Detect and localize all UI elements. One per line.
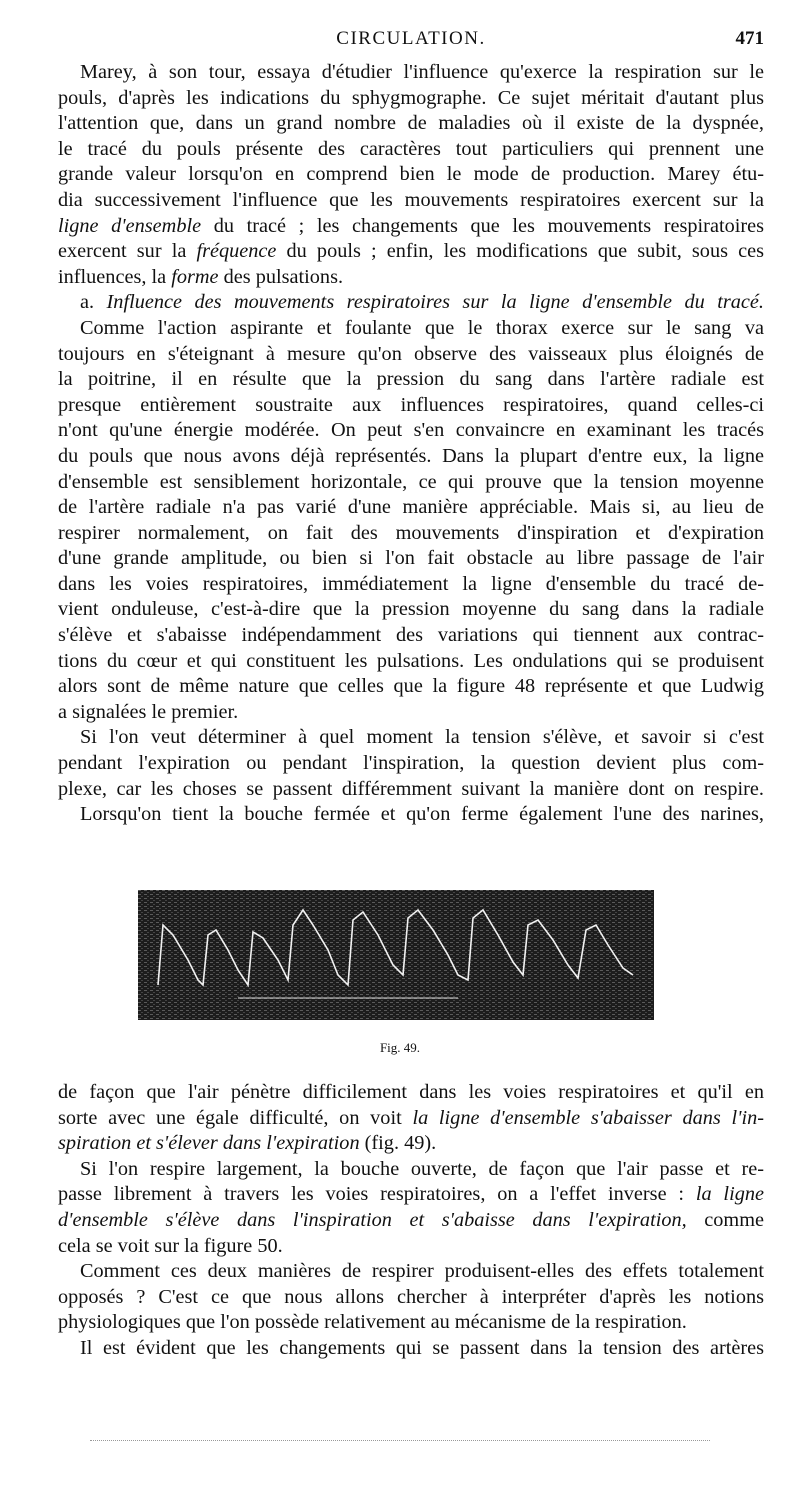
figure-caption: Fig. 49. [379, 1040, 421, 1055]
text-line: dia successivement l'influence que les mouvements respiratoires exercent sur la [58, 188, 764, 211]
text-line: vient onduleuse, c'est-à-dire que la pression moyenne du sang dans la radiale [58, 598, 764, 621]
text-line: respirer normalement, on fait des mouvements d'inspiration et d'expiration [58, 521, 764, 544]
text-line: toujours en s'éteignant à mesure qu'on observe des vaisseaux plus éloignés de [58, 342, 764, 365]
italic-term: forme [171, 265, 219, 288]
italic-term: fréquence [196, 240, 277, 263]
text-line: n'ont qu'une énergie modérée. On peut s'en convaincre en examinant les tracés [58, 419, 764, 442]
text-line: cela se voit sur la figure 50. [58, 1234, 283, 1257]
text-line: opposés ? C'est ce que nous allons chercher à interpréter d'après les notions [58, 1285, 764, 1308]
running-header [58, 28, 764, 58]
section-heading: a. Influence des mouvements respiratoires sur la ligne d'ensemble du tracé. [80, 291, 764, 314]
text-line: l'attention que, dans un grand nombre de maladies où il existe de la dyspnée, [58, 112, 764, 135]
text-line: de l'artère radiale n'a pas varié d'une manière appréciable. Mais si, au lieu de [58, 496, 764, 519]
sphygmograph-trace-figure [138, 890, 654, 1020]
text-line: la poitrine, il en résulte que la pression du sang dans l'artère radiale est [58, 368, 764, 391]
text-line: de façon que l'air pénètre difficilement dans les voies respiratoires et qu'il en [58, 1081, 764, 1103]
page-number: 471 [735, 28, 764, 49]
text-line: presque entièrement soustraite aux influences respiratoires, quand celles-ci [58, 393, 764, 416]
text-line: le tracé du pouls présente des caractères tout particuliers qui prennent une [58, 137, 764, 160]
text-line: d'ensemble s'élève dans l'inspiration et s'abaisse dans l'expiration, comme [58, 1208, 764, 1231]
sphygmograph-trace-icon [138, 890, 654, 1020]
text-line: physiologiques que l'on possède relativement au mécanisme de la respiration. [58, 1311, 687, 1334]
running-title: CIRCULATION. [336, 28, 486, 49]
text-line: passe librement à travers les voies respiratoires, on a l'effet inverse : la ligne [58, 1183, 764, 1206]
text-line: Si l'on veut déterminer à quel moment la tension s'élève, et savoir si c'est [80, 726, 764, 749]
text-line: tions du cœur et qui constituent les pulsations. Les ondulations qui se produisent [58, 649, 764, 672]
text-line: dans les voies respiratoires, immédiatement la ligne d'ensemble du tracé de- [58, 572, 764, 595]
body-text-bottom [58, 1080, 764, 1362]
text-line: ligne d'ensemble du tracé ; les changements que les mouvements respiratoires [58, 214, 764, 237]
text-line: Comment ces deux manières de respirer produisent-elles des effets totalement [80, 1260, 764, 1283]
text-line: d'ensemble est sensiblement horizontale, ce qui prouve que la tension moyenne [58, 470, 764, 493]
text-line: Marey, à son tour, essaya d'étudier l'influence qu'exerce la respiration sur le [80, 61, 764, 83]
text-line: spiration et s'élever dans l'expiration (fig. 49). [58, 1132, 437, 1155]
text-line: pouls, d'après les indications du sphygmographe. Ce sujet méritait d'autant plus [58, 86, 764, 109]
italic-term: ligne d'ensemble [58, 214, 202, 237]
text-line: d'une grande amplitude, ou bien si l'on fait obstacle au libre passage de l'air [58, 547, 764, 570]
text-line: Lorsqu'on tient la bouche fermée et qu'on ferme également l'une des narines, [80, 803, 764, 826]
text-line: influences, la forme des pulsations. [58, 265, 344, 288]
text-line: exercent sur la fréquence du pouls ; enfin, les modifications que subit, sous ces [58, 240, 764, 263]
text-line: alors sont de même nature que celles que la figure 48 représente et que Ludwig [58, 675, 764, 698]
text-line: du pouls que nous avons déjà représentés. Dans la plupart d'entre eux, la ligne [58, 444, 764, 467]
text-line: pendant l'expiration ou pendant l'inspiration, la question devient plus com- [58, 752, 764, 775]
text-line: s'élève et s'abaisse indépendamment des variations qui tiennent aux contrac- [58, 624, 764, 647]
text-line: Il est évident que les changements qui se passent dans la tension des artères [80, 1336, 764, 1359]
text-line: grande valeur lorsqu'on en comprend bien le mode de production. Marey étu- [58, 163, 764, 186]
body-text-top [58, 60, 764, 828]
text-line: Comme l'action aspirante et foulante que le thorax exerce sur le sang va [80, 316, 764, 339]
text-line: plexe, car les choses se passent différemment suivant la manière dont on respire. [58, 777, 764, 800]
footer-rule [90, 1440, 710, 1445]
text-line: a signalées le premier. [58, 700, 239, 723]
text-line: Si l'on respire largement, la bouche ouverte, de façon que l'air passe et re- [80, 1157, 764, 1180]
text-line: sorte avec une égale difficulté, on voit la ligne d'ensemble s'abaisser dans l'in- [58, 1106, 764, 1129]
